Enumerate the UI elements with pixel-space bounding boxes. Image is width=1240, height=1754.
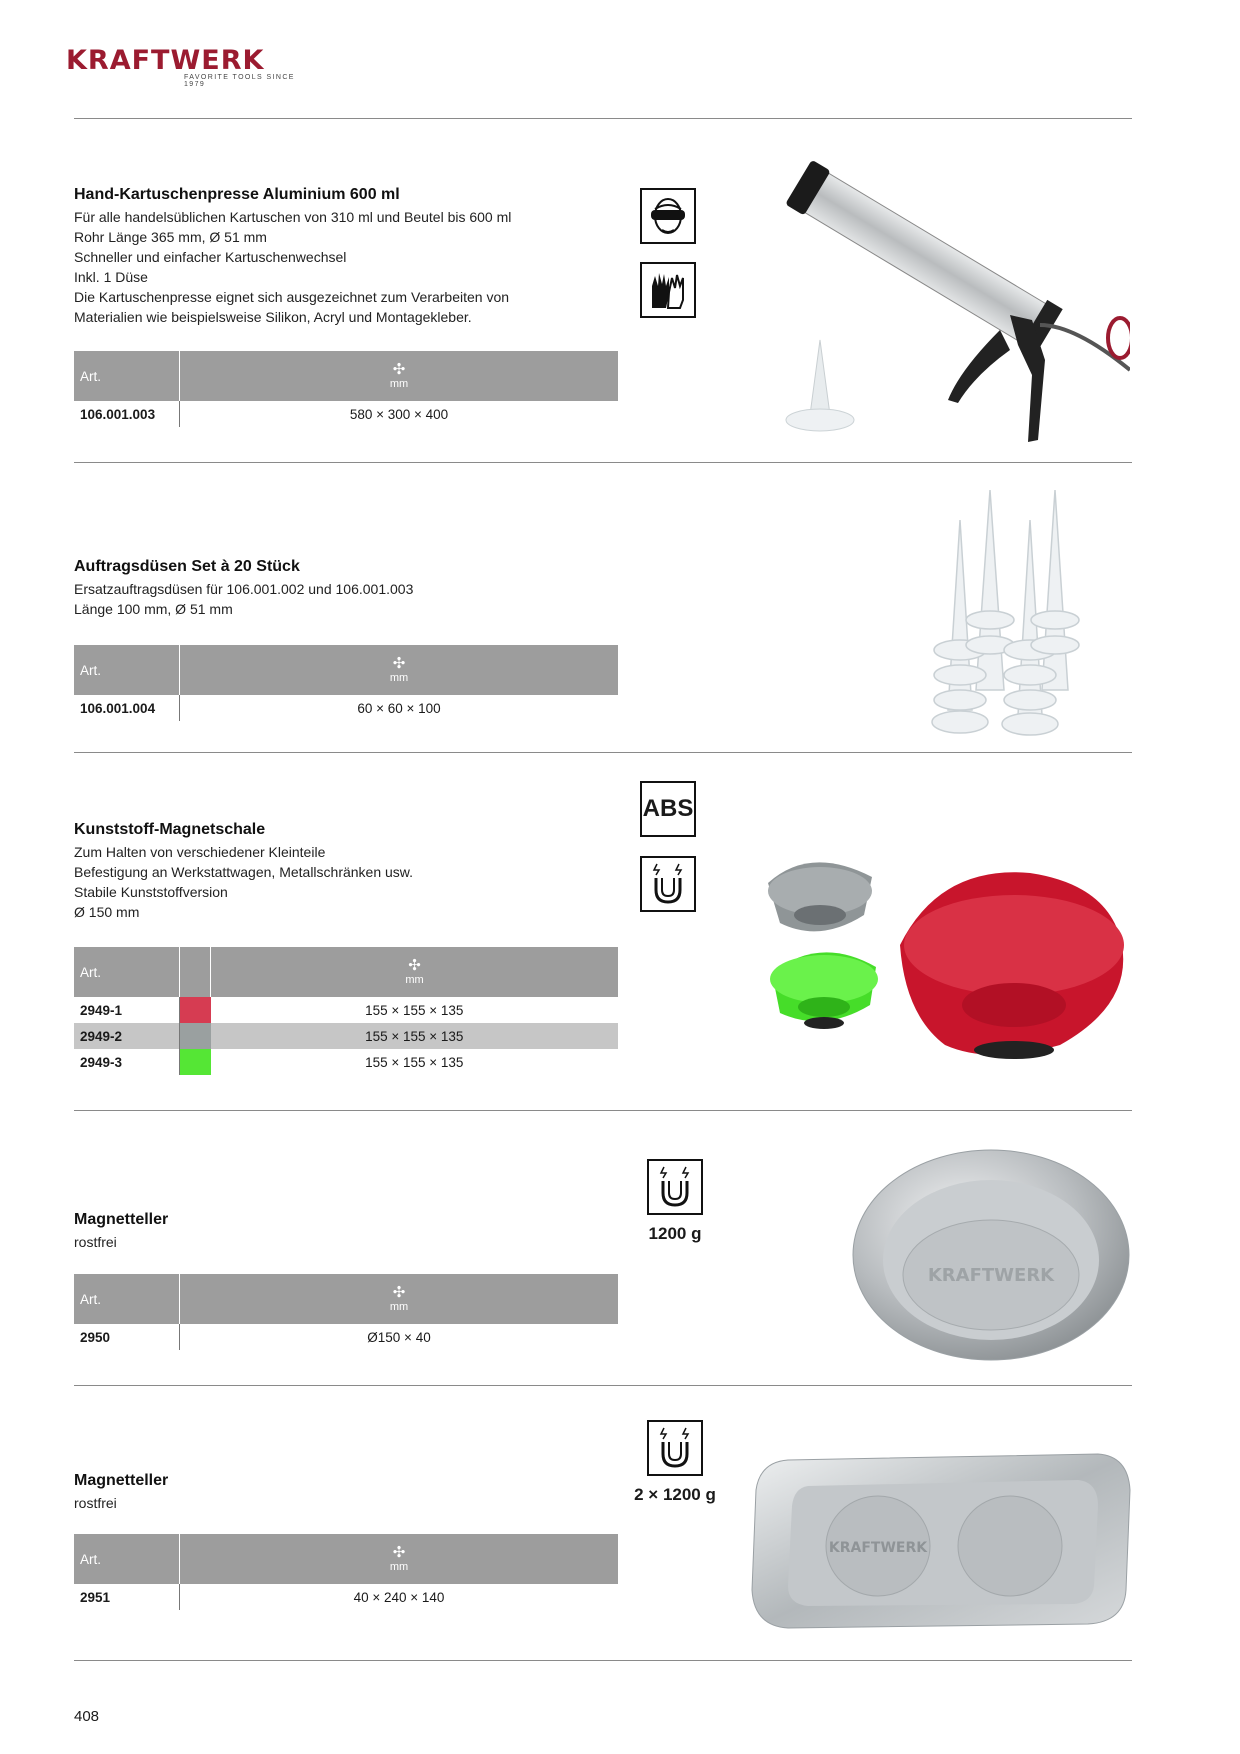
table-row [74, 1023, 618, 1049]
brand-logo [66, 46, 316, 86]
unit-label: mm [389, 1560, 409, 1573]
magnet-strength: 2 × 1200 g [634, 1485, 716, 1504]
safety-goggles-icon [640, 188, 696, 244]
dimensions-value: 155 × 155 × 135 [211, 1023, 619, 1049]
divider [74, 1385, 1132, 1386]
table-header-art: Art. [74, 351, 180, 401]
dimensions-arrows-icon: ✣ [392, 1283, 406, 1301]
table-header-art: Art. [74, 1274, 180, 1324]
dimensions-arrows-icon: ✣ [392, 1543, 406, 1561]
magnet-icon [640, 856, 696, 912]
divider [74, 1110, 1132, 1111]
magnet-icon [647, 1159, 703, 1215]
divider [74, 1660, 1132, 1661]
article-number: 2949-3 [74, 1049, 180, 1075]
dimensions-arrows-icon: ✣ [408, 956, 421, 974]
dimensions-value: 580 × 300 × 400 [349, 406, 449, 422]
spec-table [74, 351, 618, 427]
table-header-dimensions [180, 1274, 619, 1324]
round-magnetic-tray-image [850, 1145, 1132, 1365]
product-title: Magnetteller [74, 1472, 169, 1489]
dimensions-value: Ø150 × 40 [367, 1329, 431, 1345]
article-number: 106.001.003 [74, 401, 180, 427]
brand-tagline: FAVORITE TOOLS SINCE 1979 [184, 74, 295, 88]
rectangular-magnetic-tray-image [748, 1450, 1132, 1630]
product-title: Hand-Kartuschenpresse Aluminium 600 ml [74, 186, 400, 203]
table-header-art: Art. [74, 1534, 180, 1584]
page-number: 408 [74, 1708, 100, 1725]
abs-material-icon: ABS [640, 781, 696, 837]
table-header-color [180, 947, 211, 997]
dimensions-value: 60 × 60 × 100 [357, 700, 441, 716]
magnetic-bowls-image [760, 855, 1132, 1085]
product-description: Zum Halten von verschiedener Kleinteile Befestigung an Werkstattwagen, Metallschränken usw. Stabile Kunststoffversion Ø 150 mm [74, 844, 414, 920]
table-row [74, 1584, 618, 1610]
spec-table [74, 1274, 618, 1350]
engraved-logo: KRAFTWERK [927, 1265, 1055, 1286]
table-row [74, 401, 618, 427]
unit-label: mm [405, 973, 424, 986]
color-swatch [180, 1023, 211, 1049]
product-description: Für alle handelsüblichen Kartuschen von 310 ml und Beutel bis 600 ml Rohr Länge 365 mm, Ø 51 mm Schneller und einfacher Kartuschenwechsel Inkl. 1 Düse Die Kartuschenpresse eignet sich ausgezeichnet zum Verarbeiten von Materialien wie beispielsweise Silikon, Acryl und Montagekleber. [74, 209, 512, 325]
divider [74, 118, 1132, 119]
unit-label: mm [389, 1300, 409, 1313]
article-number: 2951 [74, 1584, 180, 1610]
unit-label: mm [389, 377, 409, 390]
dimensions-value: 155 × 155 × 135 [365, 1054, 464, 1070]
divider [74, 752, 1132, 753]
spec-table [74, 947, 618, 1075]
divider [74, 462, 1132, 463]
nozzle-set-image [930, 490, 1080, 740]
spec-table [74, 1534, 618, 1610]
spec-table [74, 645, 618, 721]
dimensions-arrows-icon: ✣ [392, 360, 406, 378]
caulking-gun-image [770, 160, 1130, 450]
color-swatch [180, 1049, 211, 1075]
dimensions-value: 155 × 155 × 135 [365, 1002, 464, 1018]
table-row [74, 1049, 618, 1075]
product-title: Kunststoff-Magnetschale [74, 821, 266, 838]
engraved-logo: KRAFTWERK [828, 1540, 928, 1556]
table-header-dimensions [180, 645, 619, 695]
table-header-dimensions [180, 351, 619, 401]
product-title: Magnetteller [74, 1211, 169, 1228]
table-header-art: Art. [74, 645, 180, 695]
product-title: Auftragsdüsen Set à 20 Stück [74, 558, 300, 575]
product-description: Ersatzauftragsdüsen für 106.001.002 und 106.001.003 Länge 100 mm, Ø 51 mm [74, 581, 414, 617]
article-number: 2949-1 [74, 997, 180, 1023]
brand-name: KRAFTWERK [66, 45, 265, 76]
protective-gloves-icon [640, 262, 696, 318]
product-description: rostfrei [74, 1234, 117, 1250]
table-header-dimensions [211, 947, 619, 997]
article-number: 2949-2 [74, 1023, 180, 1049]
article-number: 106.001.004 [74, 695, 180, 721]
table-row [74, 1324, 618, 1350]
magnet-strength: 1200 g [648, 1224, 702, 1243]
article-number: 2950 [74, 1324, 180, 1350]
table-header-dimensions [180, 1534, 619, 1584]
dimensions-arrows-icon: ✣ [392, 654, 406, 672]
table-row [74, 695, 618, 721]
table-header-art: Art. [74, 947, 180, 997]
color-swatch [180, 997, 211, 1023]
table-row [74, 997, 618, 1023]
product-description: rostfrei [74, 1495, 117, 1511]
unit-label: mm [389, 671, 409, 684]
dimensions-value: 40 × 240 × 140 [353, 1589, 445, 1605]
magnet-icon [647, 1420, 703, 1476]
